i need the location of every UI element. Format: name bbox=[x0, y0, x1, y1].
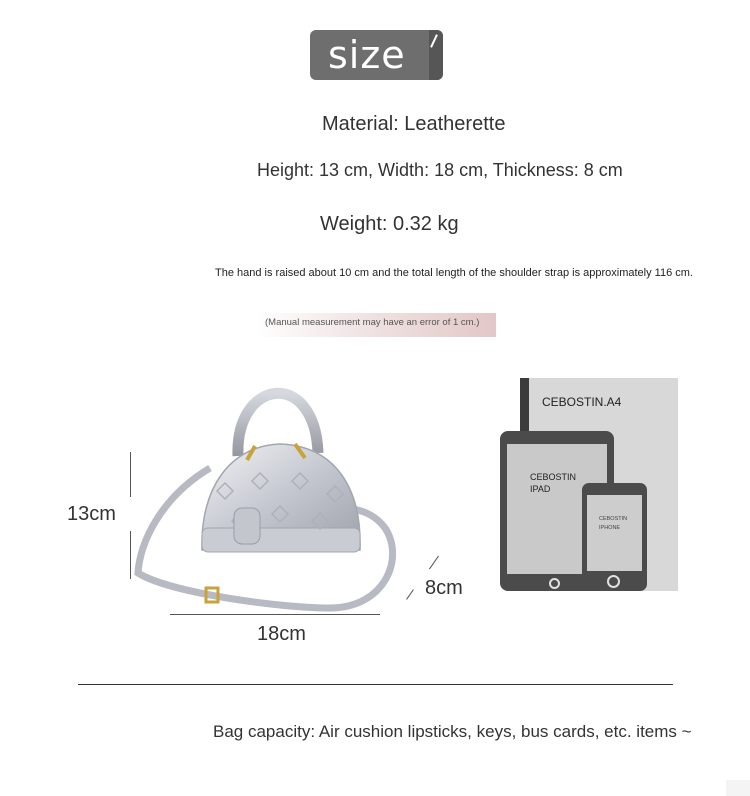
phone-home-button bbox=[607, 575, 620, 588]
material-spec: Material: Leatherette bbox=[322, 113, 506, 135]
phone-label-line2: IPHONE bbox=[599, 525, 621, 531]
bag-charm-tag bbox=[234, 508, 260, 544]
section-divider bbox=[78, 684, 673, 685]
measurement-note: (Manual measurement may have an error of 1 cm.) bbox=[255, 313, 496, 337]
weight-spec: Weight: 0.32 kg bbox=[320, 213, 459, 235]
thickness-label: 8cm bbox=[425, 577, 463, 599]
dimensions-spec: Height: 13 cm, Width: 18 cm, Thickness: 8 cm bbox=[257, 160, 623, 180]
bag-base bbox=[202, 528, 360, 552]
thickness-line-top bbox=[429, 556, 439, 570]
ipad-label-line1: CEBOSTIN bbox=[530, 472, 577, 482]
handbag-image bbox=[130, 368, 410, 618]
handle-strap-spec: The hand is raised about 10 cm and the total length of the shoulder strap is approximately 116 cm. bbox=[215, 267, 693, 279]
width-label: 18cm bbox=[257, 623, 306, 645]
a4-label: CEBOSTIN.A4 bbox=[542, 395, 622, 409]
ipad-label bbox=[530, 471, 576, 495]
phone-label bbox=[599, 515, 627, 533]
ipad-label-line2: IPAD bbox=[530, 484, 551, 494]
width-line bbox=[170, 614, 380, 615]
height-line-bottom bbox=[130, 531, 131, 579]
phone-screen bbox=[587, 495, 642, 571]
size-header-badge bbox=[310, 30, 443, 80]
bag-capacity-text: Bag capacity: Air cushion lipsticks, keys, bus cards, etc. items ~ bbox=[213, 722, 692, 741]
height-line-top bbox=[130, 452, 131, 497]
ipad-home-button bbox=[549, 578, 560, 589]
height-label: 13cm bbox=[67, 503, 116, 525]
corner-decoration bbox=[726, 780, 750, 796]
size-title: size bbox=[328, 33, 406, 77]
phone-label-line1: CEBOSTIN bbox=[599, 516, 628, 522]
